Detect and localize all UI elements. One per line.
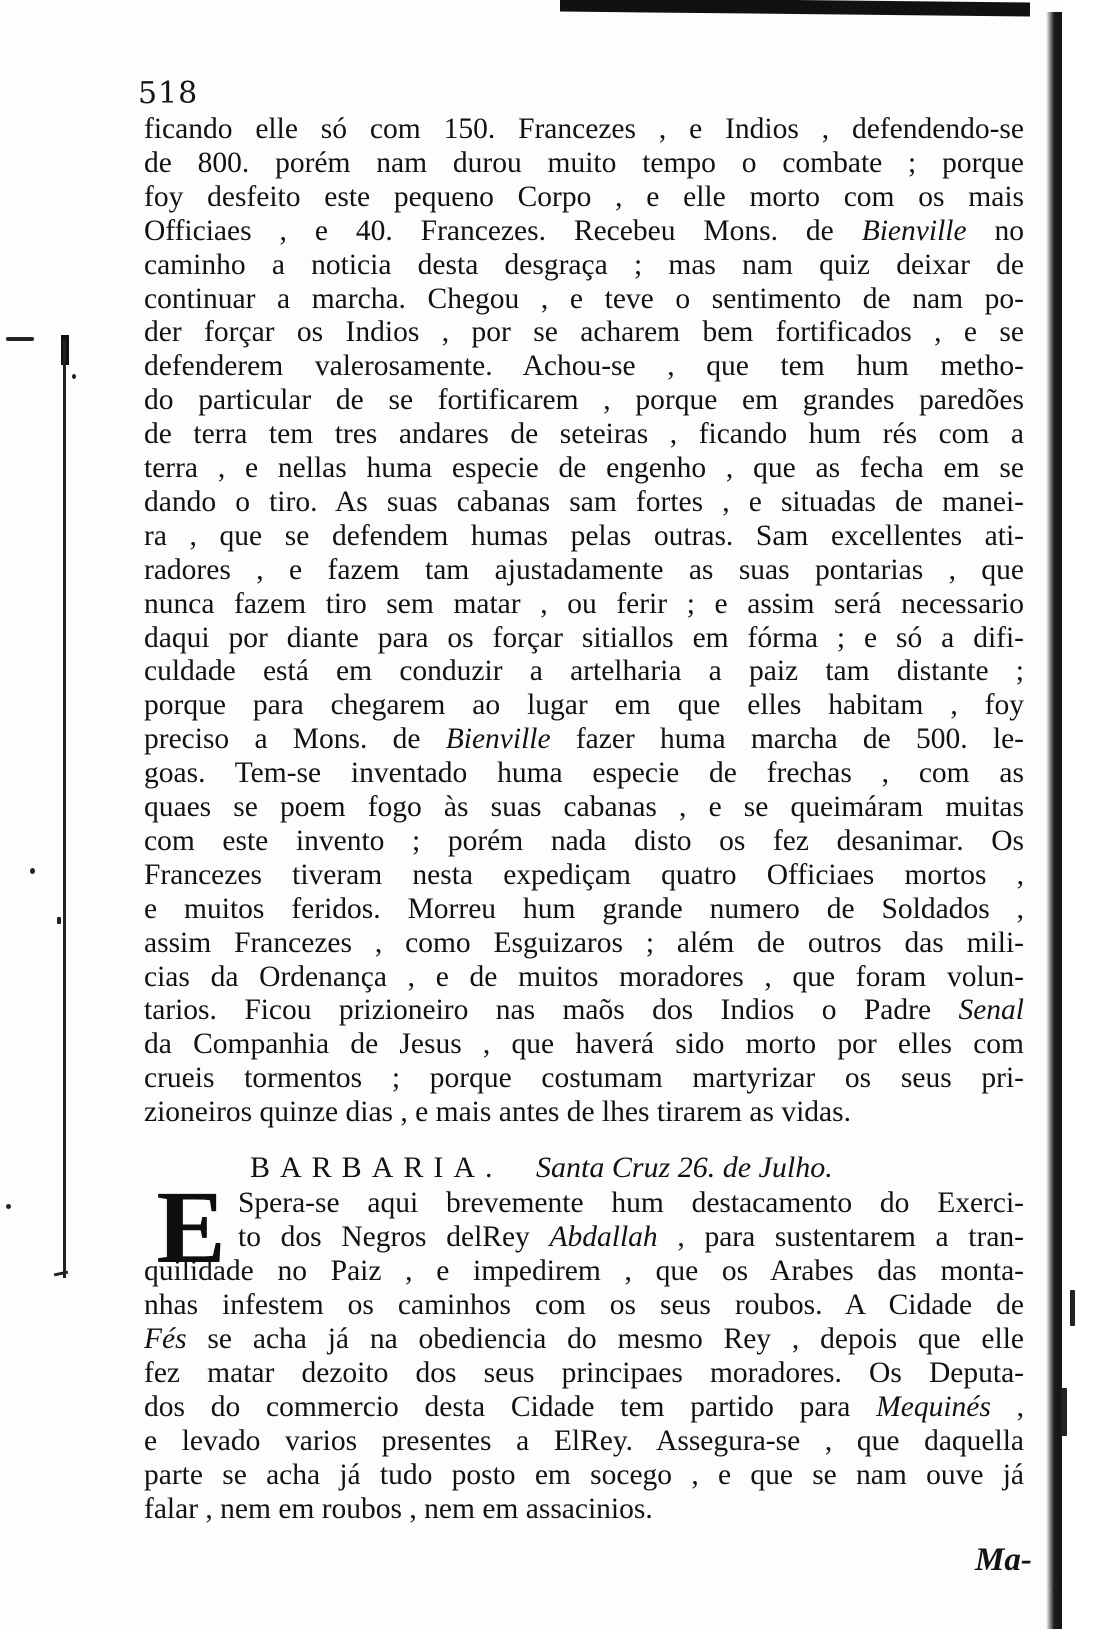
text-line: tarios. Ficou prizioneiro nas maõs dos Indios o Padre Senal — [144, 994, 1024, 1027]
text-line: daqui por diante para os forçar sitiallos em fórma ; e só a difi- — [144, 621, 1024, 654]
catchword: Ma- — [975, 1542, 1032, 1578]
text-line: zioneiros quinze dias , e mais antes de lhes tirarem as vidas. — [144, 1096, 851, 1129]
text-line: defenderem valerosamente. Achou-se , que tem hum metho- — [144, 350, 1024, 383]
text-line: e levado varios presentes a ElRey. Assegura-se , que daquella — [144, 1425, 1024, 1457]
text-line: to dos Negros delRey Abdallah , para sustentarem a tran- — [238, 1221, 1024, 1253]
text-line: Spera-se aqui brevemente hum destacamento do Exerci- — [238, 1187, 1024, 1219]
text-line: caminho a noticia desta desgraça ; mas nam quiz deixar de — [144, 248, 1024, 281]
page-number: 518 — [138, 76, 199, 111]
text-line: der forçar os Indios , por se acharem bem fortificados , e se — [144, 316, 1024, 349]
scan-speck — [6, 1204, 11, 1209]
section-title: BARBARIA. — [250, 1151, 503, 1184]
text-line: nhas infestem os caminhos com os seus roubos. A Cidade de — [144, 1289, 1024, 1321]
text-line: cias da Ordenança , e de muitos moradores , que foram volun- — [144, 960, 1024, 993]
text-line: Fés se acha já na obediencia do mesmo Rey , depois que elle — [144, 1323, 1024, 1355]
text-line: ra , que se defendem humas pelas outras. Sam excellentes ati- — [144, 519, 1024, 552]
text-line: da Companhia de Jesus , que haverá sido morto por elles com — [144, 1028, 1024, 1061]
text-line: assim Francezes , como Esguizaros ; além de outros das mili- — [144, 926, 1024, 959]
drop-cap: E — [156, 1170, 226, 1285]
text-line: fez matar dezoito dos seus principaes moradores. Os Deputa- — [144, 1357, 1024, 1389]
section-place-date: Santa Cruz 26. de Julho. — [536, 1151, 833, 1184]
scan-speck — [1061, 1388, 1067, 1436]
scan-speck — [6, 337, 34, 341]
scan-speck — [57, 917, 61, 924]
scan-speck — [72, 374, 76, 379]
text-line: com este invento ; porém nada disto os fez desanimar. Os — [144, 824, 1024, 857]
section-header — [250, 1151, 970, 1185]
text-line: quaes se poem fogo às suas cabanas , e se queimáram muitas — [144, 791, 1024, 823]
text-line: terra , e nellas huma especie de engenho , que as fecha em se — [144, 452, 1024, 484]
scan-mark-left-foot — [54, 1271, 68, 1277]
text-line: porque para chegarem ao lugar em que elles habitam , foy — [144, 689, 1024, 722]
text-line: nunca fazem tiro sem matar , ou ferir ; e assim será necessario — [144, 587, 1024, 620]
text-line: do particular de se fortificarem , porque em grandes paredões — [144, 384, 1024, 417]
text-line: Francezes tiveram nesta expediçam quatro Officiaes mortos , — [144, 858, 1024, 891]
text-line: falar , nem em roubos , nem em assacinios. — [144, 1493, 653, 1525]
text-line: crueis tormentos ; porque costumam martyrizar os seus pri- — [144, 1062, 1024, 1095]
text-line: e muitos feridos. Morreu hum grande numero de Soldados , — [144, 892, 1024, 925]
text-line: goas. Tem-se inventado huma especie de frechas , com as — [144, 757, 1024, 790]
text-line: de terra tem tres andares de seteiras , ficando hum rés com a — [144, 418, 1024, 451]
text-line: foy desfeito este pequeno Corpo , e elle morto com os mais — [144, 180, 1024, 213]
text-line: radores , e fazem tam ajustadamente as suas pontarias , que — [144, 553, 1024, 586]
text-line: de 800. porém nam durou muito tempo o combate ; porque — [144, 146, 1024, 179]
scan-speck — [30, 868, 35, 874]
text-line: dando o tiro. As suas cabanas sam fortes , e situadas de manei- — [144, 485, 1024, 518]
scan-line-left — [63, 340, 66, 1278]
text-line: preciso a Mons. de Bienville fazer huma marcha de 500. le- — [144, 723, 1024, 756]
text-line: ficando elle só com 150. Francezes , e Indios , defendendo-se — [144, 113, 1024, 145]
scan-edge-top — [560, 0, 1030, 16]
scan-speck — [1070, 1290, 1075, 1326]
text-line: dos do commercio desta Cidade tem partido para Mequinés , — [144, 1391, 1024, 1423]
scan-speck — [1054, 1583, 1057, 1587]
text-line: continuar a marcha. Chegou , e teve o sentimento de nam po- — [144, 282, 1024, 315]
text-line: culdade está em conduzir a artelharia a paiz tam distante ; — [144, 655, 1024, 688]
text-line: quilidade no Paiz , e impedirem , que os Arabes das monta- — [144, 1255, 1024, 1287]
text-line: Officiaes , e 40. Francezes. Recebeu Mons. de Bienville no — [144, 214, 1025, 247]
text-line: parte se acha já tudo posto em socego , e que se nam ouve já — [144, 1459, 1024, 1491]
scan-margin-right — [1062, 0, 1100, 1629]
